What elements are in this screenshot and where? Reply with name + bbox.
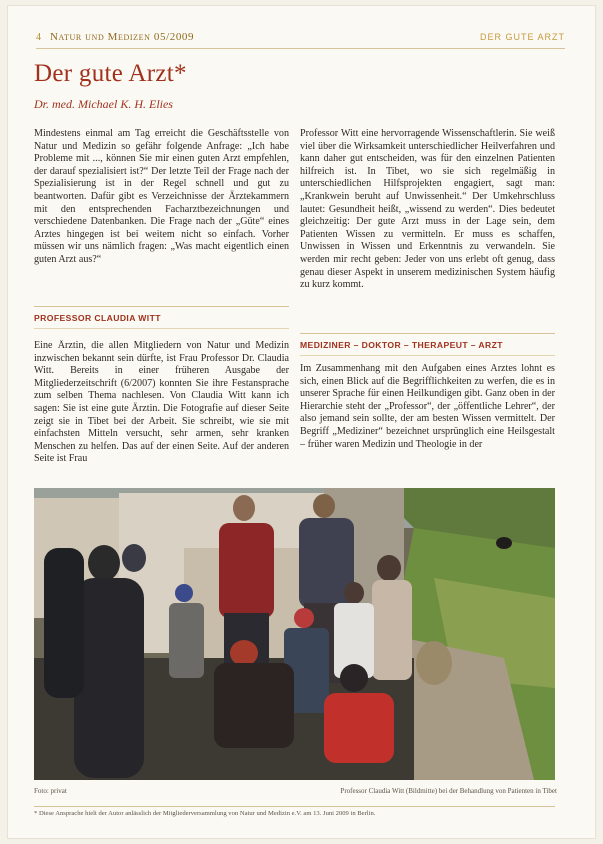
photo-credit: Foto: privat: [34, 787, 67, 795]
paragraph: Eine Ärztin, die allen Mitgliedern von Natur und Medizin inzwischen bekannt sein dürfte, ist Frau Professor Dr. Claudia Witt. Bereits in einer früheren Ausgabe der Mitgliederzeitschrift (6/2007) konnten Sie ihre Festansprache zum selben Thema nachlesen. Von Claudia Witt kann ich sagen: Sie ist eine gute Ärztin. Die Fotografie auf dieser Seite zeigt sie in Tibet bei der Arbeit. Sie schreibt, wie sie mit einfachsten Mitteln versucht, sehr armen, sehr kranken Menschen zu helfen. Das auf der einen Seite. Auf der anderen Seite ist Frau: [34, 340, 289, 465]
body-column-right-top: [300, 128, 555, 326]
body-column-left-top: [34, 128, 289, 290]
running-head: [36, 30, 565, 49]
article-author: Dr. med. Michael K. H. Elies: [34, 97, 173, 111]
section-name: DER GUTE ARZT: [479, 32, 565, 42]
footnote: * Diese Ansprache hielt der Autor anlässlich der Mitgliederversammlung von Natur und Medizin e.V. am 13. Juni 2009 in Berlin.: [34, 806, 555, 817]
page-number: 4: [36, 32, 41, 43]
paragraph: Mindestens einmal am Tag erreicht die Geschäftsstelle von Natur und Medizin so gefähr folgende Anfrage: „Ich habe Probleme mit ..., können Sie mir einen guten Arzt empfehlen, der darauf spezialisiert ist?“ Der letzte Teil der Frage nach der Spezialisierung ist in der Regel schnell und gut zu beantworten. Dafür gibt es Verzeichnisse der Ärztekammern mit den entsprechenden Facharztbezeichnungen und verschiedene Datenbanken. Die Frage nach der „Güte“ eines Arztes hingegen ist bei weitem nicht so einfach. Vorher müssen wir uns nämlich fragen: „Was macht eigentlich einen guten Arzt aus?“: [34, 128, 289, 265]
photo-illustration: [34, 488, 555, 780]
paragraph: Im Zusammenhang mit den Aufgaben eines Arztes lohnt es sich, einen Blick auf die Begrifflichkeiten zu werfen, die es in unserer Sprache für einen Heilkundigen gibt. Ganz oben in der Hierarchie steht der „Professor“, der „öffentliche Lehrer“, der also jemand sein sollte, der am besten Wissen vermittelt. Der Begriff „Mediziner“ bezeichnet ursprünglich eine Heilsgestalt – früher waren Medizin und Theologie in der: [300, 363, 555, 450]
subheading-mediziner: MEDIZINER – DOKTOR – THERAPEUT – ARZT: [300, 340, 555, 350]
body-column-left-bottom: [34, 340, 289, 482]
photo-caption: Professor Claudia Witt (Bildmitte) bei der Behandlung von Patienten in Tibet: [340, 787, 557, 795]
body-column-right-bottom: [300, 363, 555, 483]
magazine-title: Natur und Medizen 05/2009: [50, 31, 195, 43]
article-photo: [34, 488, 555, 780]
paragraph: Professor Witt eine hervorragende Wissenschaftlerin. Sie weiß viel über die Wirksamkeit unterschiedlicher Heilverfahren und kann daher gut entscheiden, was für den einzelnen Patienten hilfreich ist. In Tibet, wo sie sich regelmäßig in unterschiedlichen Hilfsprojekten engagiert, sagt man: „Krankwein beruht auf Unwissenheit.“ Der Umkehrschluss lautet: Gesundheit heißt, „wissend zu werden“. Dies bedeutet gleichzeitig: Der gute Arzt muss in der Lage sein, dem Patienten Wissen zu vermitteln. Er muss es schaffen, Unwissen in Wissen und Erkenntnis zu verwandeln. Sie werden mir recht geben: Jeder von uns erlebt oft genug, dass genau dieser Aspekt in unserem medizinischen System häufig zu kurz kommt.: [300, 128, 555, 291]
subheading-claudia-witt: PROFESSOR CLAUDIA WITT: [34, 313, 289, 323]
article-title: Der gute Arzt*: [34, 60, 187, 87]
